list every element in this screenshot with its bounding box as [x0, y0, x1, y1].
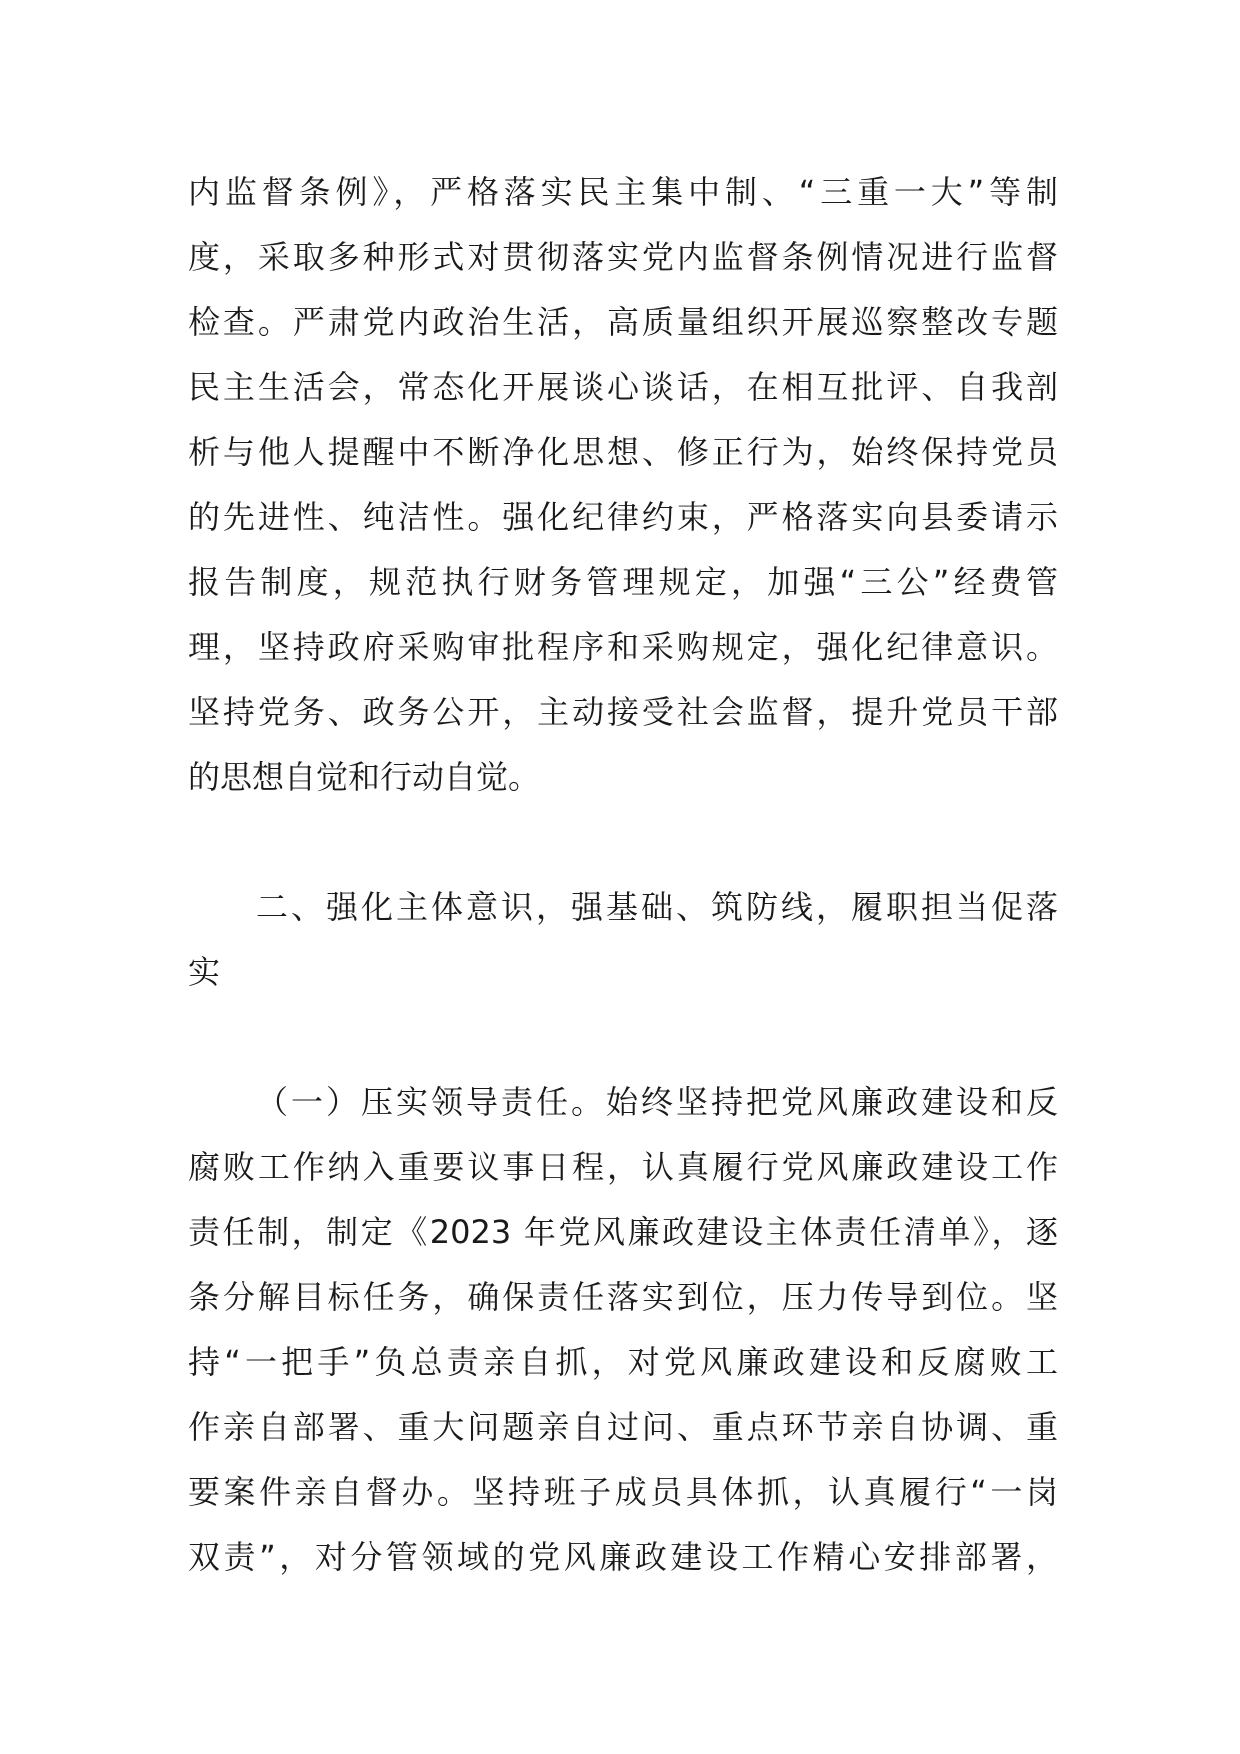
text-line: 责任制，制定《2023 年党风廉政建设主体责任清单》，逐: [188, 1213, 1058, 1251]
text-line: 持“一把手”负总责亲自抓，对党风廉政建设和反腐败工: [188, 1343, 1058, 1381]
text-line: 坚持党务、政务公开，主动接受社会监督，提升党员干部: [188, 693, 1058, 731]
paragraph-spacer: [188, 1005, 1058, 1070]
document-body: [188, 160, 1058, 1590]
paragraph-1: [188, 160, 1058, 810]
text-line: 作亲自部署、重大问题亲自过问、重点环节亲自协调、重: [188, 1408, 1058, 1446]
text-line: 理，坚持政府采购审批程序和采购规定，强化纪律意识。: [188, 628, 1058, 666]
text-line: 检查。严肃党内政治生活，高质量组织开展巡察整改专题: [188, 303, 1058, 341]
text-line: 民主生活会，常态化开展谈心谈话，在相互批评、自我剖: [188, 368, 1058, 406]
text-line: 条分解目标任务，确保责任落实到位，压力传导到位。坚: [188, 1278, 1058, 1316]
text-line: 双责”，对分管领域的党风廉政建设工作精心安排部署，: [188, 1538, 1058, 1576]
paragraph-2: [188, 1070, 1058, 1590]
text-line: 腐败工作纳入重要议事日程，认真履行党风廉政建设工作: [188, 1148, 1058, 1186]
text-line: 要案件亲自督办。坚持班子成员具体抓，认真履行“一岗: [188, 1473, 1058, 1511]
text-line: 度，采取多种形式对贯彻落实党内监督条例情况进行监督: [188, 238, 1058, 276]
heading-line: 二、强化主体意识，强基础、筑防线，履职担当促落: [256, 888, 1058, 926]
text-line: 内监督条例》，严格落实民主集中制、“三重一大”等制: [188, 173, 1058, 211]
text-line: 的思想自觉和行动自觉。: [188, 758, 541, 796]
heading-line: 实: [188, 953, 221, 991]
section-heading-2: [188, 875, 1058, 1005]
text-line: 析与他人提醒中不断净化思想、修正行为，始终保持党员: [188, 433, 1058, 471]
paragraph-spacer: [188, 810, 1058, 875]
text-line: 报告制度，规范执行财务管理规定，加强“三公”经费管: [188, 563, 1058, 601]
text-line: （一）压实领导责任。始终坚持把党风廉政建设和反: [256, 1083, 1058, 1121]
text-line: 的先进性、纯洁性。强化纪律约束，严格落实向县委请示: [188, 498, 1058, 536]
